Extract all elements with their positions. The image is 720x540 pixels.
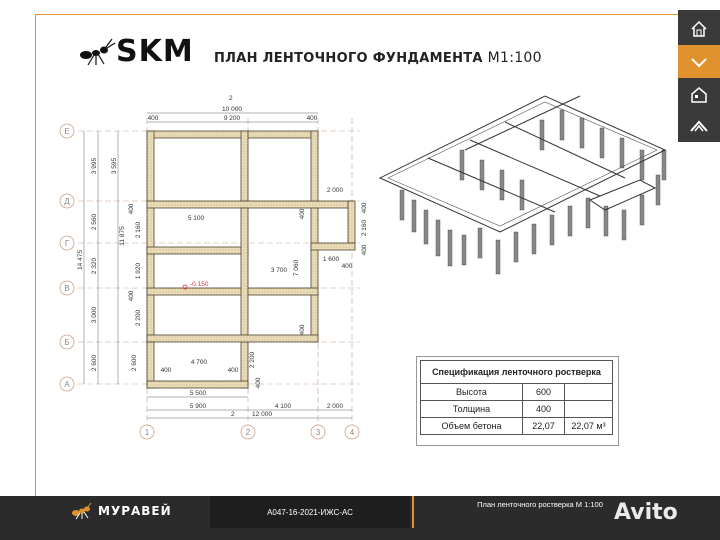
inner-label-6: 2 000: [326, 187, 344, 194]
table-row: [421, 384, 613, 401]
spec-value-thickness: 400: [523, 401, 565, 418]
inner-label-4: 1 600: [322, 256, 340, 263]
dim-inner-total: 11 875: [119, 226, 126, 246]
section-mark-bottom: 2: [231, 411, 235, 418]
dim-inner-3: 1 920: [135, 262, 142, 280]
section-mark-top: 2: [229, 95, 233, 102]
dim-left-e-d: 3 995: [91, 157, 98, 175]
row-axis-markers: [60, 124, 74, 391]
spec-table-title: Спецификация ленточного ростверка: [421, 361, 613, 384]
dim-left-b-a: 2 600: [91, 354, 98, 372]
dim-top-total: 10 000: [222, 106, 242, 113]
row-axis-v: В: [64, 284, 70, 293]
spec-extra-volume: 22,07 м³: [565, 418, 613, 435]
dim-inner-2: 2 160: [135, 221, 142, 239]
dim-inner-4: 2 200: [135, 309, 142, 327]
dim-left-v-b: 3 000: [91, 306, 98, 324]
inner-label-10: 7 060: [293, 259, 300, 277]
logo-text: SKM: [116, 34, 194, 69]
table-row: [421, 401, 613, 418]
inner-label-14: 2 200: [249, 351, 256, 369]
dim-left-g-v: 2 320: [91, 257, 98, 275]
footer-bar: [0, 496, 720, 540]
spec-extra-thickness: [565, 401, 613, 418]
dim-top-left: 400: [147, 115, 159, 122]
inner-label-17: 400: [299, 324, 306, 336]
row-axis-e: Е: [64, 127, 70, 136]
avito-watermark: Avito: [614, 500, 678, 525]
dim-bottom-mid: 4 100: [274, 403, 292, 410]
dim-inner-5: 2 600: [131, 354, 138, 372]
row-axis-g: Г: [64, 239, 70, 248]
col-axis-1: 1: [144, 428, 150, 437]
bottom-dimension-lines: [147, 397, 352, 418]
title-scale: М1:100: [487, 50, 542, 66]
footer-brand: МУРАВЕЙ: [98, 504, 172, 518]
spec-label-volume: Объем бетона: [421, 418, 523, 435]
dim-bottom-annex: 5 500: [189, 390, 207, 397]
dim-left-total: 14 475: [77, 250, 84, 270]
footer-code: А047-16-2021-ИЖС-АС: [267, 507, 353, 517]
spec-value-height: 600: [523, 384, 565, 401]
inner-label-3: 3 700: [270, 267, 288, 274]
dim-inner-1: 3 595: [111, 157, 118, 175]
spec-table: [420, 360, 613, 435]
footer-logo: [70, 502, 172, 520]
inner-label-16: 400: [128, 290, 135, 302]
row-axis-d: Д: [64, 197, 70, 206]
inner-label-13: 400: [227, 367, 239, 374]
footer-code-box: [210, 496, 410, 528]
inner-label-0: 400: [128, 203, 135, 215]
table-row: [421, 418, 613, 435]
level-mark-text: -0.150: [190, 281, 209, 288]
dim-left-d-g: 2 560: [91, 213, 98, 231]
foundation-3d-model: [380, 96, 666, 274]
dim-bottom-left: 5 900: [189, 403, 207, 410]
inner-label-9: 400: [361, 244, 368, 256]
footer-separator: [412, 496, 414, 528]
spec-value-volume: 22,07: [523, 418, 565, 435]
dim-top-mid: 9 200: [223, 115, 241, 122]
inner-label-11: 4 700: [190, 359, 208, 366]
inner-label-15: 400: [255, 377, 262, 389]
inner-label-5: 400: [341, 263, 353, 270]
spec-label-height: Высота: [421, 384, 523, 401]
inner-label-7: 400: [361, 202, 368, 214]
spec-label-thickness: Толщина: [421, 401, 523, 418]
row-axis-b: Б: [64, 338, 70, 347]
row-axis-a: А: [64, 380, 70, 389]
dim-bottom-right: 2 000: [326, 403, 344, 410]
inner-label-8: 2 160: [361, 219, 368, 237]
spec-extra-height: [565, 384, 613, 401]
ant-icon: [70, 502, 92, 520]
title-text: ПЛАН ЛЕНТОЧНОГО ФУНДАМЕНТА: [214, 51, 483, 66]
footer-sheet-name: План ленточного ростверка М 1:100: [477, 500, 603, 509]
col-axis-3: 3: [315, 428, 321, 437]
dim-top-right: 400: [306, 115, 318, 122]
col-axis-2: 2: [245, 428, 251, 437]
col-axis-4: 4: [349, 428, 355, 437]
dim-bottom-total: 12 000: [252, 411, 272, 418]
inner-label-2: 400: [299, 208, 306, 220]
inner-label-12: 400: [160, 367, 172, 374]
inner-label-1: 5 100: [187, 215, 205, 222]
